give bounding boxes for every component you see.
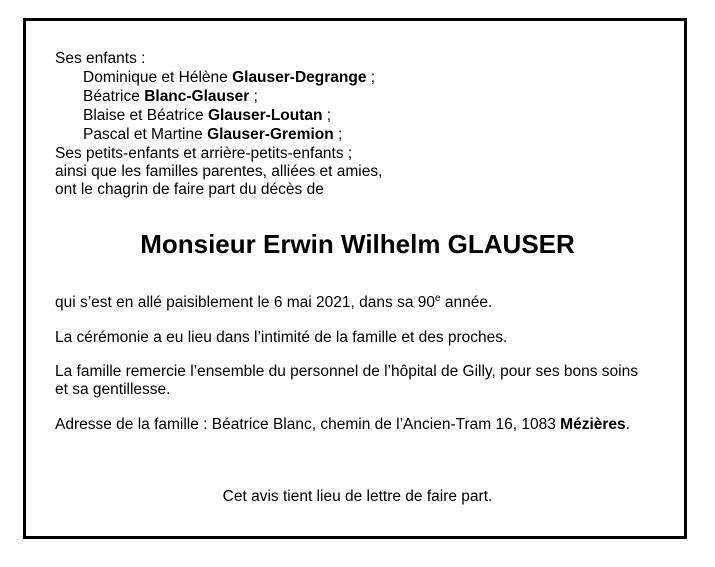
address-line	[55, 415, 630, 434]
thanks-line-2: et sa gentillesse.	[55, 381, 171, 398]
line-end: ;	[249, 88, 258, 105]
child-first-names: Béatrice	[83, 88, 140, 105]
deceased-name: Monsieur Erwin Wilhelm GLAUSER	[140, 229, 575, 259]
address-text: Adresse de la famille : Béatrice Blanc, chemin de l’Ancien-Tram 16, 1083	[55, 416, 561, 433]
child-line-2	[83, 87, 258, 106]
passing-tail: année.	[440, 294, 493, 311]
line-end: ;	[333, 126, 343, 143]
line-end: ;	[322, 107, 332, 124]
families-line: ainsi que les familles parentes, alliées et amies,	[55, 163, 383, 180]
child-line-3	[83, 106, 331, 125]
line-end: ;	[366, 69, 376, 86]
grandchildren-line: Ses petits-enfants et arrière-petits-enfants ;	[55, 145, 353, 162]
passing-text: qui s’est en allé paisiblement le 6 mai 2021, dans sa 90	[55, 294, 435, 311]
address-town: Mézières	[560, 416, 626, 433]
child-surname: Glauser-Degrange	[232, 69, 367, 86]
child-line-4	[83, 125, 342, 144]
intro-line: Ses enfants :	[55, 50, 146, 67]
child-first-names: Blaise et Béatrice	[83, 107, 204, 124]
closing-note: Cet avis tient lieu de lettre de faire part.	[222, 488, 493, 505]
child-surname: Glauser-Gremion	[207, 126, 334, 143]
passing-line	[55, 293, 492, 312]
child-first-names: Pascal et Martine	[83, 126, 203, 143]
announcement-line: ont le chagrin de faire part du décès de	[55, 181, 324, 198]
line-end: .	[625, 416, 630, 433]
thanks-line-1: La famille remercie l’ensemble du personnel de l’hôpital de Gilly, pour ses bons soins	[55, 363, 638, 380]
child-line-1	[83, 68, 375, 87]
child-first-names: Dominique et Hélène	[83, 69, 228, 86]
child-surname: Blanc-Glauser	[144, 88, 250, 105]
child-surname: Glauser-Loutan	[207, 107, 323, 124]
ceremony-line: La cérémonie a eu lieu dans l’intimité de la famille et des proches.	[55, 329, 508, 346]
ordinal-suffix: e	[435, 292, 441, 304]
